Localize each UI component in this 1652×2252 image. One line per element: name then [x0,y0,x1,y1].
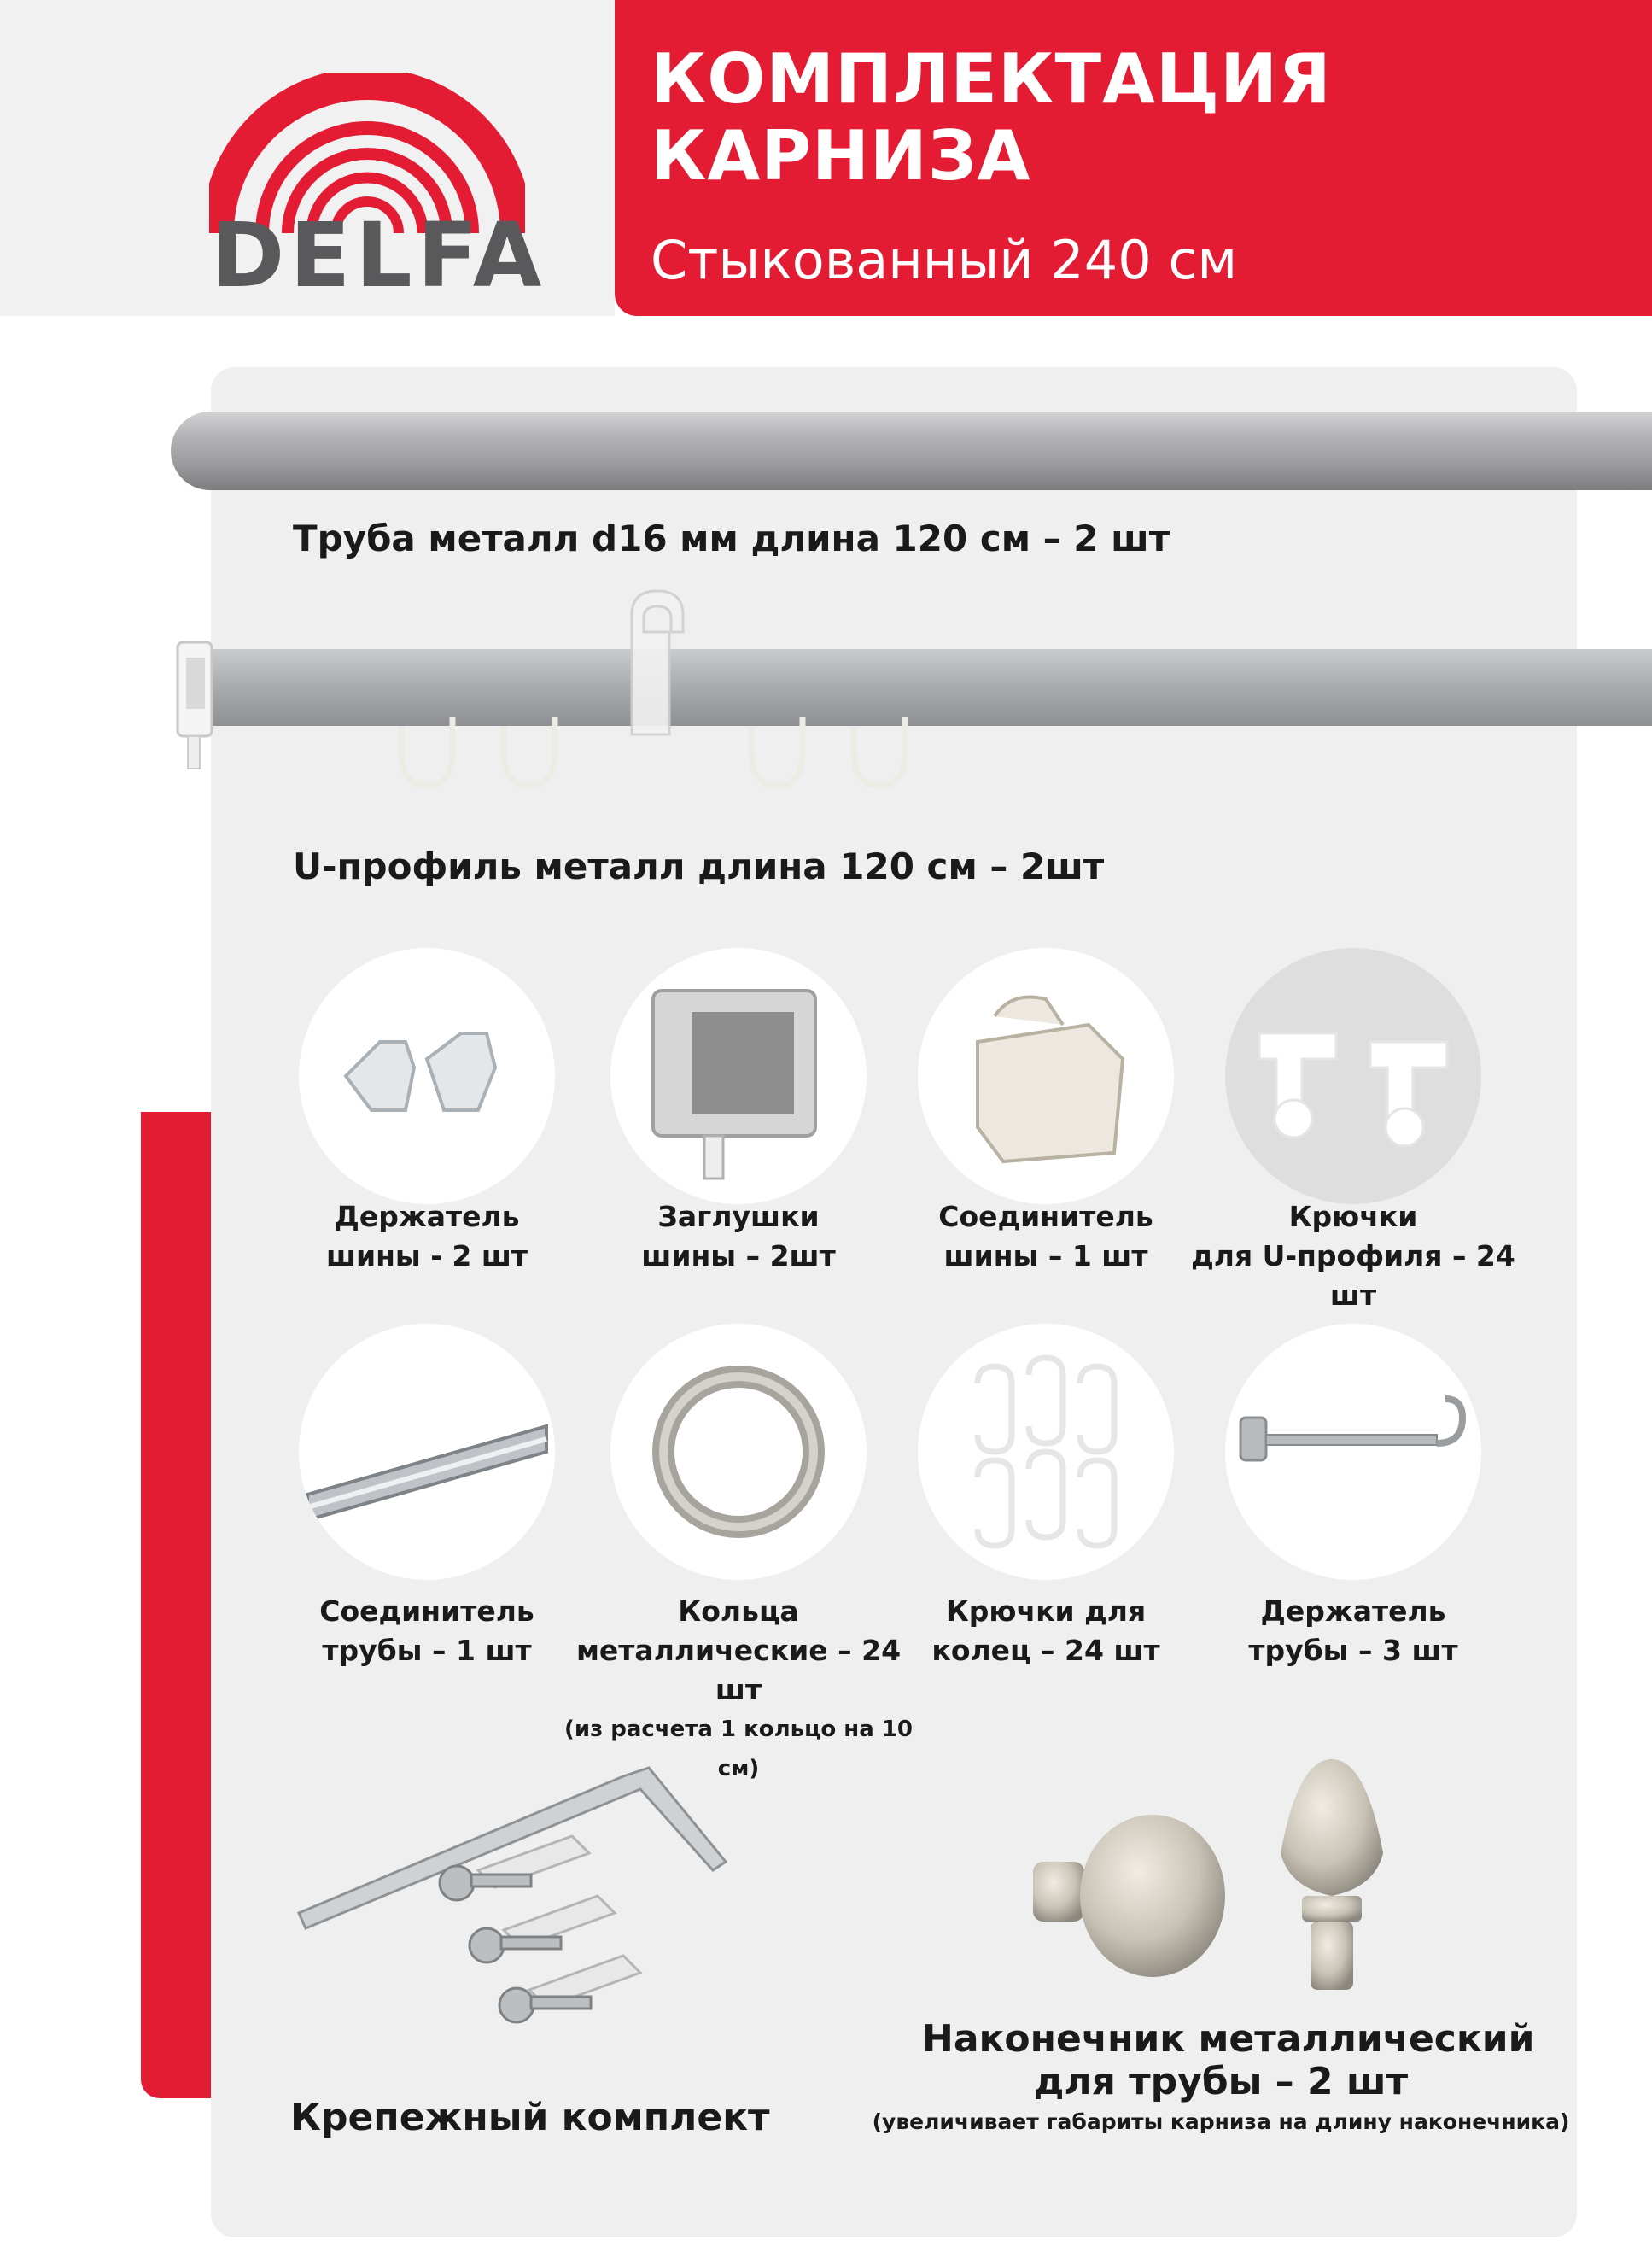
header-title-line1: КОМПЛЕКТАЦИЯ [651,39,1332,119]
item3-caption [867,1197,1225,1276]
fastener-label: Крепежный комплект [290,2096,770,2139]
header-title-line2: КАРНИЗА [651,116,1031,196]
item6-note: (из расчета 1 кольцо на 10 см) [563,1717,914,1781]
finial-line1: Наконечник металлический [922,2017,1535,2061]
item7-line1: Крючки для [945,1594,1147,1628]
finial-note: (увеличивает габариты карниза на длину наконечника) [872,2109,1570,2134]
item5-line1: Соединитель [319,1594,534,1628]
item1-line2: шины - 2 шт [325,1239,528,1272]
fastener-kit-icon [282,1734,751,2075]
item8-line2: трубы – 3 шт [1248,1634,1458,1667]
metal-ring-circle [610,1324,867,1580]
ring-hooks-circle [918,1324,1174,1580]
item5-caption [248,1592,606,1670]
item8-caption [1174,1592,1532,1670]
item6-line2: металлические – 24 шт [575,1634,902,1706]
rail-cap-icon [610,948,867,1204]
rail-connector-circle [918,948,1174,1204]
u-profile-image [171,589,1652,811]
brand-logo-text: DELFA [211,203,547,307]
ring-hooks-icon [918,1324,1174,1580]
item3-line1: Соединитель [938,1200,1153,1233]
metal-ring-icon [610,1324,867,1580]
finial-icon [1024,1759,1434,1998]
item4-line1: Крючки [1288,1200,1418,1233]
rail-holder-icon [299,948,555,1204]
pipe-connector-icon [299,1324,555,1580]
rail-cap-circle [610,948,867,1204]
rail-holder-circle [299,948,555,1204]
item5-line2: трубы – 1 шт [322,1634,532,1667]
item1-line1: Держатель [334,1200,520,1233]
item4-caption [1174,1197,1532,1315]
item2-caption [559,1197,918,1276]
profile-hooks-circle [1225,948,1481,1204]
pipe-bracket-circle [1225,1324,1481,1580]
item8-line1: Держатель [1260,1594,1446,1628]
item7-caption [867,1592,1225,1670]
item3-line2: шины – 1 шт [943,1239,1148,1272]
metal-pipe-image [171,412,1652,490]
item2-line2: шины – 2шт [641,1239,836,1272]
pipe-connector-circle [299,1324,555,1580]
header-subtitle: Стыкованный 240 см [651,229,1238,291]
rail-connector-icon [918,948,1174,1204]
finial-line2: для трубы – 2 шт [1033,2060,1409,2103]
u-profile-label: U-профиль металл длина 120 см – 2шт [293,845,1105,887]
pipe-label: Труба металл d16 мм длина 120 см – 2 шт [293,518,1170,559]
profile-hooks-icon [1225,948,1481,1204]
item4-line2: для U-профиля – 24 шт [1191,1239,1515,1312]
item6-line1: Кольца [678,1594,799,1628]
item1-caption [248,1197,606,1276]
item7-line2: колец – 24 шт [931,1634,1160,1667]
item2-line1: Заглушки [657,1200,820,1233]
pipe-bracket-icon [1225,1324,1481,1580]
